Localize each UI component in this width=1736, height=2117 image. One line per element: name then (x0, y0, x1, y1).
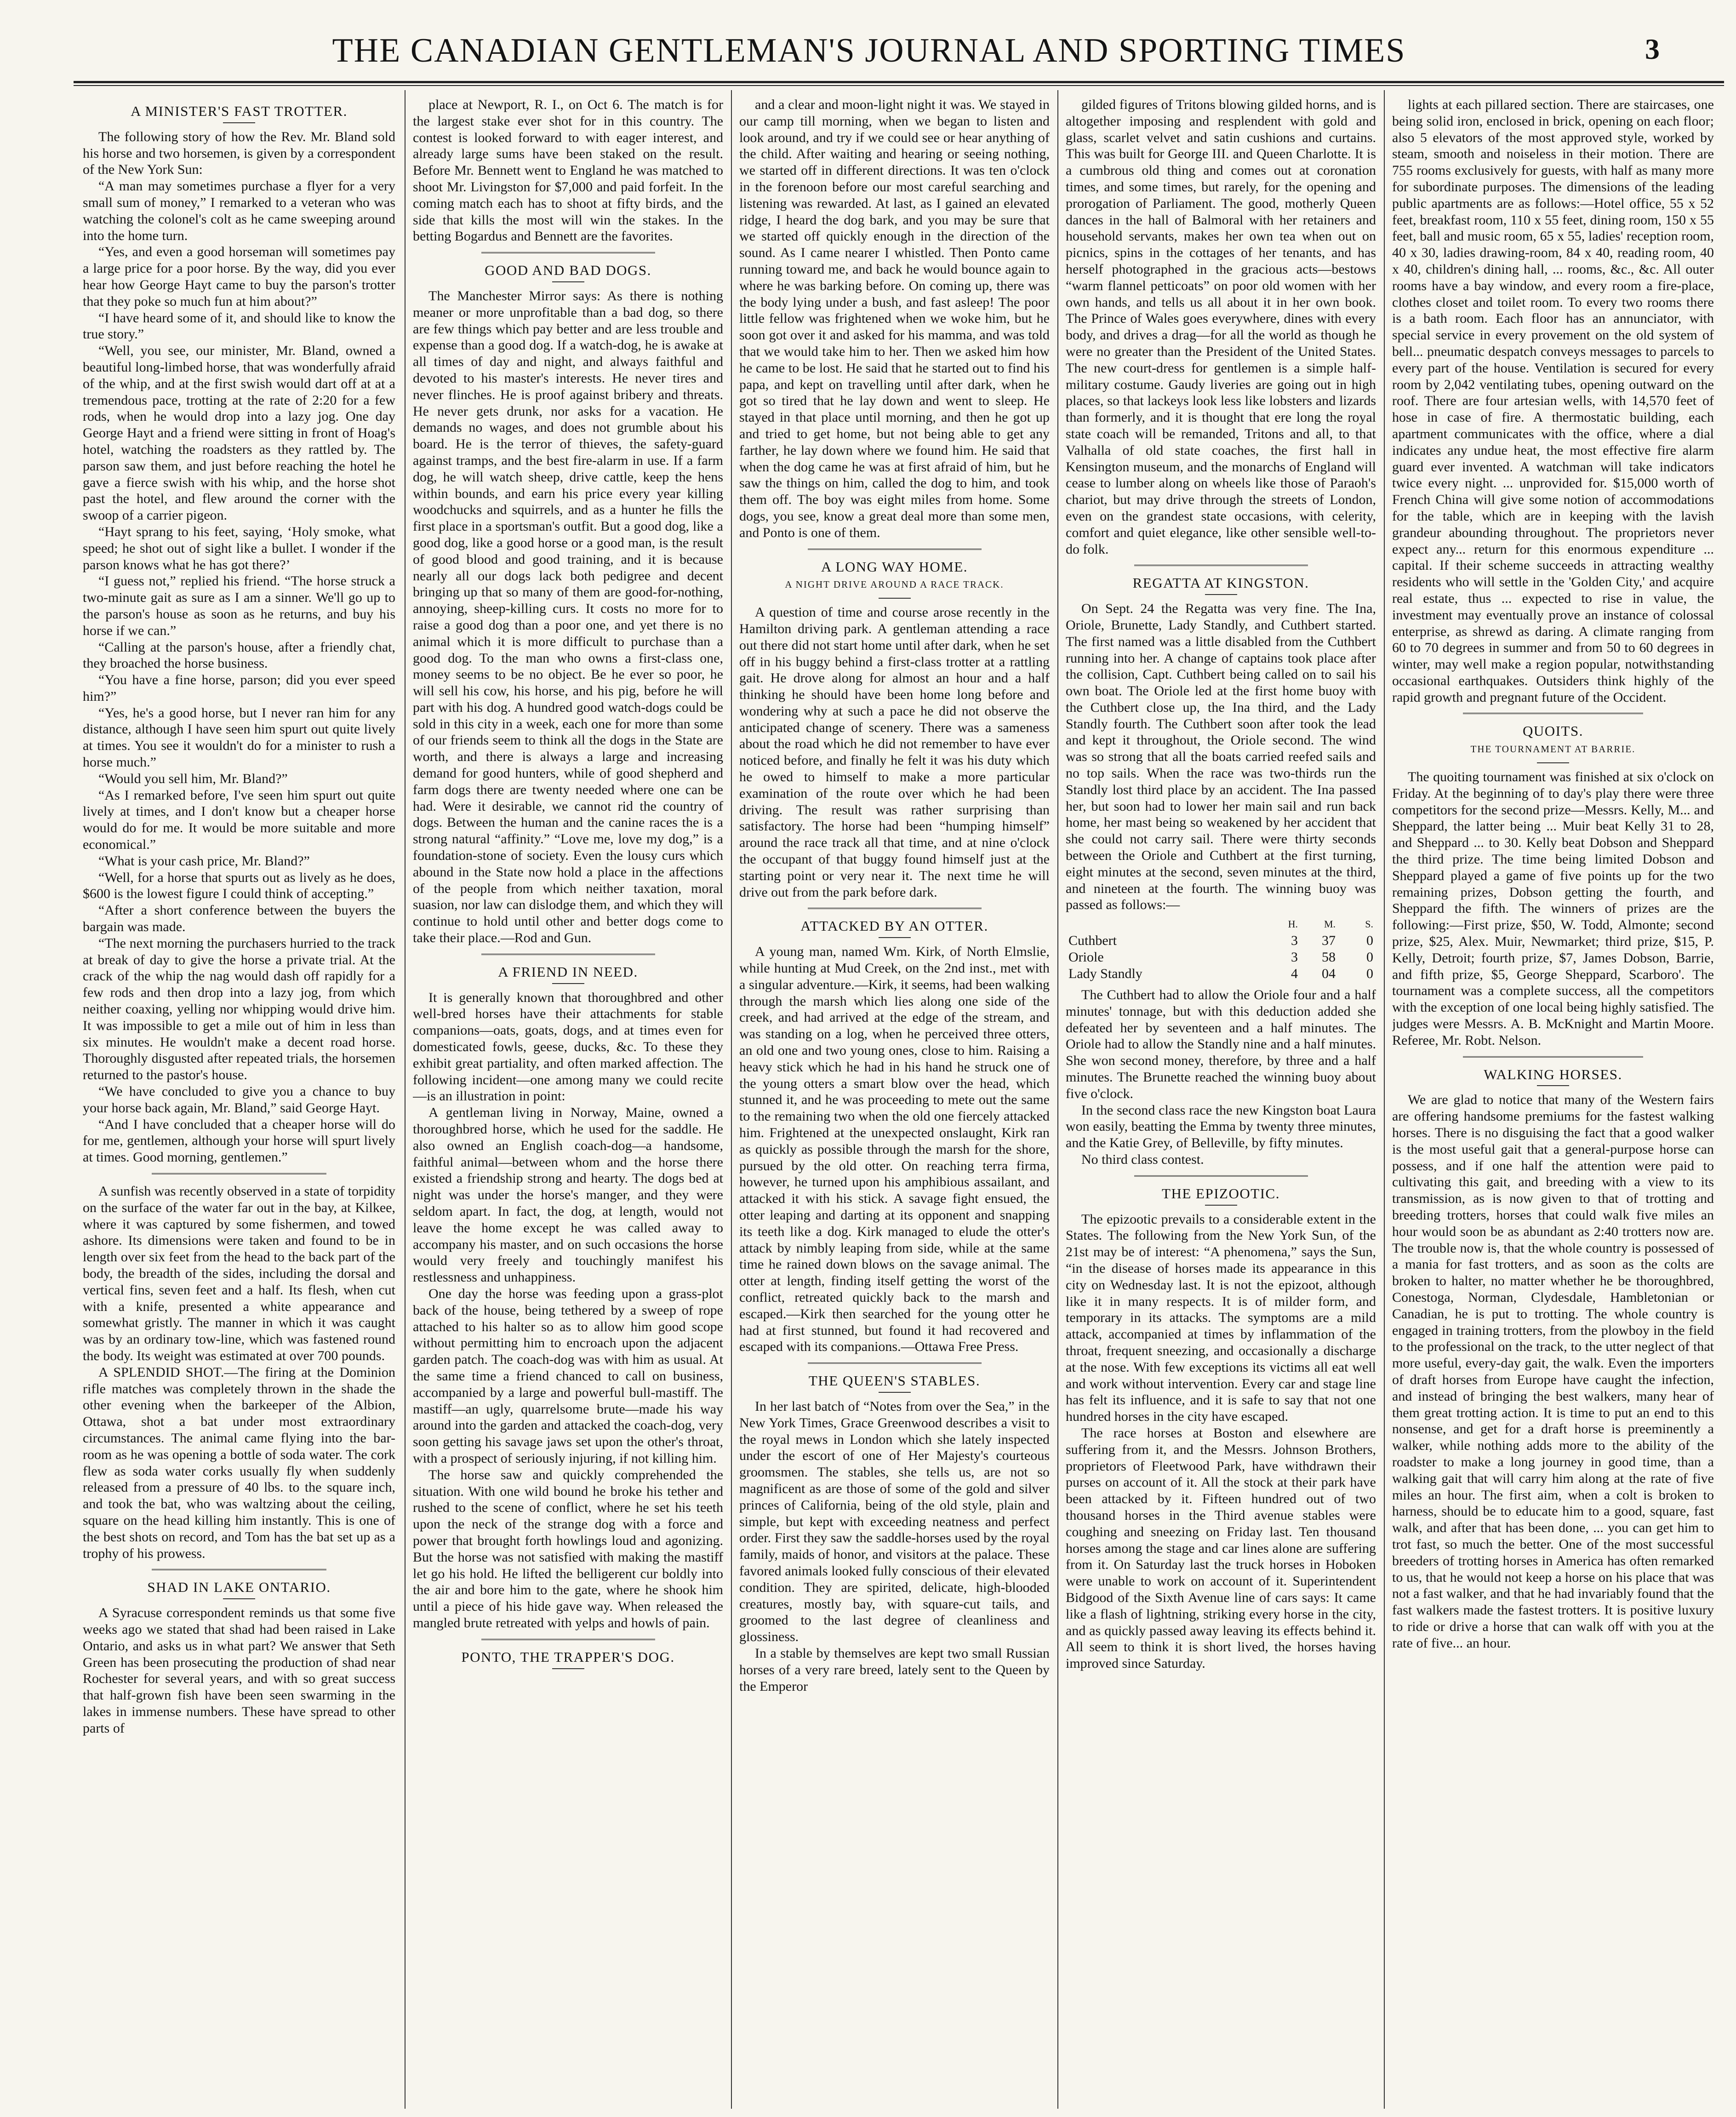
article-paragraph: “Hayt sprang to his feet, saying, ‘Holy smoke, what speed; he shot out of sight like a bullet. I wonder if the parson knows what he has got there?’ (83, 524, 395, 572)
article-paragraph: A SPLENDID SHOT.—The firing at the Dominion rifle matches was completely thrown in the shade the other evening when the barkeeper of the Albion, Ottawa, shot a bat under most extraordinary circumstances. The animal came flying into the bar-room as he was opening a bottle of soda water. The cork flew as soda water corks usually fly when suddenly released from a pressure of 40 lbs. to the square inch, and took the bat, who was waltzing about the ceiling, square on the head killing him instantly. This is one of the best shots on record, and Tom has the bat set up as a trophy of his prowess. (83, 1364, 395, 1561)
article-paragraph: A young man, named Wm. Kirk, of North Elmslie, while hunting at Mud Creek, on the 2nd inst., met with a singular adventure.—Kirk, it seems, had been walking through the marsh which lies along one side of the creek, and had arrived at the edge of the stream, and was standing on a log, when he perceived three otters, an old one and two young ones, close to him. Raising a heavy stick which he had in his hand he struck one of the young otters a smart blow over the head, which stunned it, and he was proceeding to mete out the same to the remaining two when the old one fiercely attacked him. Frightened at the unexpected onslaught, Kirk ran as quickly as possible through the marsh for the shore, pursued by the old otter. On reaching terra firma, however, he turned upon his amphibious assailant, and attacked it with his stick. A savage fight ensued, the otter leaping and darting at its opponent and snapping its teeth like a dog. Kirk managed to elude the otter's attack by nimbly leaping from side, while at the same time he rained down blows on the savage animal. The otter at length, finding itself getting the worst of the conflict, retreated quickly back to the marsh and escaped.—Kirk then searched for the young otter he had at first stunned, but found it had recovered and escaped with its companions.—Ottawa Free Press. (739, 944, 1050, 1355)
article-paragraph: The following story of how the Rev. Mr. Bland sold his horse and two horsemen, is given by a correspondent of the New York Sun: (83, 129, 395, 177)
article-paragraph: We are glad to notice that many of the Western fairs are offering handsome premiums for the fastest walking horses. There is no disguising the fact that a good walker is the most useful gait that a general-purpose horse can possess, and if one half the attention were paid to cultivating this gait, and breeding with a view to its transmission, as is now given to that of trotting and breeding trotters, horses that could walk five miles an hour would soon be as abundant as 2:40 trotters now are. The trouble now is, that the whole country is possessed of a mania for fast trotters, and as soon as the colts are broken to halter, no matter whether he be thoroughbred, Conestoga, Norman, Clydesdale, Hambletonian or Canadian, he is put to trotting. The whole country is engaged in training trotters, from the plowboy in the field to the professional on the track, to the utter neglect of that more useful, every-day gait, the walk. Even the importers of draft horses from Europe have caught the infection, and instead of bringing the best walkers, many hear of them great trotting action. It is time to put an end to this nonsense, and get for a draft horse is preeminently a walker, while nothing adds more to the ability of the roadster to make a long journey in good time, than a walking gait that will carry him along at the rate of five miles an hour. The first aim, when a colt is broken to harness, should be to educate him to a good, square, fast walk, and after that has been done, ... you can get him to trot fast, so much the better. One of the most successful breeders of trotting horses in America has often remarked to us, that he would not keep a horse on his place that was not a fast walker, and that he had invariably found that the fast walkers made the fastest trotters. It is positive luxury to ride or drive a horse that can walk off with you at the rate of five... an hour. (1392, 1092, 1714, 1651)
article-paragraph: The quoiting tournament was finished at six o'clock on Friday. At the beginning of to day's play there were three competitors for the second prize—Messrs. Kelly, M... and Sheppard, the latter being ... Muir beat Kelly 31 to 28, and Sheppard ... to 30. Kelly beat Dobson and Sheppard the third prize. The time being limited Dobson and Sheppard played a game of five points up for the two remaining prizes, Dobson getting the fourth, and Sheppard the fifth. The winners of prizes are the following:—First prize, $50, W. Todd, Almonte; second prize, $25, Alex. Muir, Newmarket; third prize, $15, P. Kelly, Detroit; fourth prize, $7, James Dobson, Barrie, and fifth prize, $5, George Sheppard, Scarboro'. The tournament was a complete success, all the competitors with the exception of one local being highly satisfied. The judges were Messrs. A. B. McKnight and Martin Moore. Referee, Mr. Robt. Nelson. (1392, 769, 1714, 1048)
article-paragraph: The Cuthbert had to allow the Oriole four and a half minutes' tonnage, but with this deduction added she defeated her by seventeen and a half minutes. The Oriole had to allow the Standly nine and a half minutes. She won second money, therefore, by three and a half minutes. The Brunette reached the winning buoy about five o'clock. (1066, 987, 1376, 1101)
time-minutes: 37 (1322, 933, 1336, 949)
time-seconds: 0 (1366, 950, 1373, 965)
article-separator-rule (152, 1569, 327, 1572)
column-2 (413, 97, 723, 2106)
article-paragraph: “Calling at the parson's house, after a friendly chat, they broached the horse business. (83, 639, 395, 671)
heading-dash (1537, 762, 1569, 763)
article-paragraph: In a stable by themselves are kept two small Russian horses of a very rare breed, lately sent to the Queen by the Emperor (739, 1645, 1050, 1694)
article (739, 97, 1050, 541)
article-heading: WALKING HORSES. (1484, 1066, 1622, 1082)
article-separator-rule (1463, 1056, 1643, 1059)
heading-dash (552, 1668, 584, 1669)
time-hours: 3 (1291, 933, 1298, 949)
article-separator-rule (1134, 1175, 1308, 1178)
column-3 (739, 97, 1050, 2106)
time-seconds: 0 (1366, 933, 1373, 949)
article (83, 103, 395, 1166)
article-subheading: A NIGHT DRIVE AROUND A RACE TRACK. (785, 579, 1004, 590)
heading-dash (879, 937, 911, 938)
masthead (60, 28, 1678, 78)
article (739, 549, 1050, 901)
article-heading: REGATTA AT KINGSTON. (1132, 575, 1309, 591)
article-paragraph: “I have heard some of it, and should like to know the true story.” (83, 310, 395, 342)
column-5 (1392, 97, 1714, 2106)
article-paragraph: “I guess not,” replied his friend. “The horse struck a two-minute gait as sure as I am a sinner. We'll go up to the parson's house as soon as he returns, and buy his horse if we can.” (83, 573, 395, 638)
boat-name: Cuthbert (1068, 933, 1117, 949)
article-paragraph: “The next morning the purchasers hurried to the track at break of day to give the horse a private trial. At the crack of the whip the nag would dash off rapidly for a few rods and then drop into a lazy jog, from which neither coaxing, yelling nor whipping would drive him. It was impossible to get a mile out of him in less than six minutes. He wouldn't make a decent road horse. Thoroughly disgusted after repeated trials, the horsemen returned to the pastor's house. (83, 935, 395, 1083)
article (1392, 97, 1714, 705)
article-paragraph: and a clear and moon-light night it was. We stayed in our camp till morning, when we began to listen and look around, and try if we could see or hear anything of the child. After waiting and hearing or seeing nothing, we started off in different directions. It was ten o'clock in the forenoon before our most careful searching and listening was rewarded. At last, as I gained an elevated ridge, I heard the dog bark, and you may be sure that we started off quickly enough in the direction of the sound. As I came nearer I whistled. Then Ponto came running toward me, and back he would bounce again to where he was barking before. On coming up, there was the body lying under a bush, and fast asleep! The poor little fellow was frightened when we woke him, but he soon got over it and asked for his mamma, and was told that we would take him to her. Then we asked him how he came to be lost. He said that he started out to find his papa, and kept on travelling until after dark, when he got so tired that he lay down and went to sleep. He stayed in that place until morning, and then he got up and tried to get home, but not being able to get any farther, he lay down where we found him. He said that when the dog came he was at first afraid of him, but he saw the things on him, called the dog to him, and took them off. The boy was eight miles from home. Some dogs, you see, know a great deal more than some men, and Ponto is one of them. (739, 97, 1050, 540)
column-divider (1384, 90, 1385, 2109)
results-table (1066, 916, 1376, 982)
article-paragraph: lights at each pillared section. There are staircases, one being solid iron, enclosed in brick, opening on each floor; also 5 elevators of the most approved style, worked by steam, smooth and noiseless in their motion. There are 755 rooms exclusively for guests, with half as many more for subordinate purposes. The dimensions of the leading public apartments are as follows:—Hotel office, 55 x 52 feet, breakfast room, 110 x 55 feet, dining room, 150 x 55 feet, ball and music room, 65 x 55, ladies' reception room, 40 x 30, ladies drawing-room, 84 x 40, reading room, 40 x 40, children's dining hall, ... rooms, &c., &c. All outer rooms have a bay window, and every room a fire-place, clothes closet and toilet room. To every two rooms there is a bath room. Each floor has an annunciator, with special service in every provement on the old system of bell... pneumatic despatch conveys messages to parcels to every part of the house. Ventilation is secured for every room by 2,042 ventilating tubes, opening outward on the roof. There are four artesian wells, with 14,570 feet of hose in case of fire. A thermostatic building, each apartment communicates with the office, where a dial indicates any undue heat, the most effective fire alarm guard ever invented. A watchman will take indicators twice every night. ... unprovided for. $15,000 worth of French China will give some notion of accommodations for the table, which are in keeping with the lavish grandeur abounding throughout. The proprietors never expect any... return for this enormous expenditure ... capital. If their scheme succeeds in attracting wealthy residents who will settle in the 'Golden City,' and acquire real estate, thus ... expected to rise in value, the investment may eventually prove an instance of colossal enterprise, as shrewd as daring. A climate ranging from 60 to 70 degrees in summer and from 50 to 60 degrees in winter, may well make a region popular, notwithstanding occasional earthquakes. Outsiders think highly of the rapid growth and pregnant future of the Occident. (1392, 97, 1714, 705)
heading-dash (879, 1392, 911, 1393)
time-seconds: 0 (1366, 966, 1373, 982)
article-heading: ATTACKED BY AN OTTER. (800, 918, 988, 934)
article-paragraph: gilded figures of Tritons blowing gilded horns, and is altogether imposing and resplendent with gold and glass, scarlet velvet and satin cushions and curtains. This was built for George III. and Queen Charlotte. It is a cumbrous old thing and comes out at coronation times, and some times, but rarely, for the opening and prorogation of Parliament. The good, motherly Queen dances in the hall of Balmoral with her retainers and household servants, makes her own tea when out on picnics, spins in the cottages of her tenants, and has herself photographed in the gracious acts—bestows “warm flannel petticoats” on poor old women with her own hands, and tells us all about it in her own book. The Prince of Wales goes everywhere, dines with every body, and drives a drag—for all the world as though he were no greater than the President of the United States. The new court-dress for gentlemen is a simple half-military costume. Gaudy liveries are going out in high places, so that lackeys look less like lobsters and lizards than formerly, and it is thought that ere long the royal state coach will be remanded, Tritons and all, to that Valhalla of old state coaches, the first hall in Kensington museum, and the monarchs of England will cease to lumber along on wheels like those of Paraoh's chariot, but may drive through the streets of London, even on the grandest state occasions, with celerity, comfort and quiet elegance, like other sensible well-to-do folk. (1066, 97, 1376, 557)
article-paragraph: “Would you sell him, Mr. Bland?” (98, 771, 288, 786)
article (413, 1639, 723, 1669)
article-paragraph: “Well, for a horse that spurts out as lively as he does, $600 is the lowest figure I could think of accepting.” (83, 870, 395, 902)
article-separator-rule (481, 954, 655, 956)
article-paragraph: “As I remarked before, I've seen him spurt out quite lively at times, and I don't know but a cheaper horse would do for me. It would be more suitable and more economical.” (83, 787, 395, 853)
results-row (1066, 966, 1376, 982)
article-paragraph: In the second class race the new Kingston boat Laura won easily, beatting the Emma by twenty three minutes, and the Katie Grey, of Belleville, by fifty minutes. (1066, 1102, 1376, 1151)
column-divider (731, 90, 732, 2109)
article-paragraph: One day the horse was feeding upon a grass-plot back of the house, being tethered by a sweep of rope attached to his halter so as to allow him good scope without permitting him to encroach upon the adjacent garden patch. The coach-dog was with him as usual. At the same time a friend chanced to call on business, accompanied by a large and powerful bull-mastiff. The mastiff—an ugly, quarrelsome brute—made his way around into the garden and attacked the coach-dog, very soon getting his savage jaws set upon the other's throat, with a prospect of seriously injuring, if not killing him. (413, 1286, 723, 1466)
article-paragraph: “A man may sometimes purchase a flyer for a very small sum of money,” I remarked to a veteran who was watching the colonel's colt as he came sweeping around into the home turn. (83, 178, 395, 243)
boat-name: Oriole (1068, 950, 1104, 965)
article-paragraph: “You have a fine horse, parson; did you ever speed him?” (83, 672, 395, 704)
article-heading: A LONG WAY HOME. (821, 558, 968, 575)
heading-dash (223, 122, 255, 123)
article-subheading: THE TOURNAMENT AT BARRIE. (1470, 744, 1636, 755)
article-heading: SHAD IN LAKE ONTARIO. (147, 1579, 331, 1596)
article-paragraph: In her last batch of “Notes from over the Sea,” in the New York Times, Grace Greenwood describes a visit to the royal mews in London which she lately inspected under the escort of one of Her Majesty's courteous groomsmen. The stables, she tells us, are not so magnificent as are those of some of the gold and silver princes of California, being of the old style, plain and simple, but kept with exceeding neatness and perfect order. First they saw the saddle-horses used by the royal family, maids of honor, and visitors at the palace. These favored animals looked fully conscious of their elevated condition. They are spirited, delicate, high-blooded creatures, mostly bay, with square-cut tails, and groomed to the last degree of cleanliness and glossiness. (739, 1398, 1050, 1645)
article-heading: THE EPIZOOTIC. (1162, 1185, 1280, 1202)
article (83, 1173, 395, 1562)
results-header-blank (1066, 916, 1263, 933)
article-heading: GOOD AND BAD DOGS. (485, 262, 651, 279)
article (1066, 97, 1376, 557)
article-paragraph: place at Newport, R. I., on Oct 6. The match is for the largest stake ever shot for in this country. The contest is looked forward to with eager interest, and already large sums have been staked on the result. Before Mr. Bennett went to England he was matched to shoot Mr. Livingston for $7,000 and paid forfeit. In the coming match each has to shoot at fifty birds, and the side that kills the most will win the stakes. In the betting Bogardus and Bennett are the favorites. (413, 97, 723, 244)
article-paragraph: A gentleman living in Norway, Maine, owned a thoroughbred horse, which he used for the saddle. He also owned an English coach-dog—a handsome, faithful animal—between whom and the horse there existed a friendship strong and hearty. The dogs bed at night was under the horse's manger, and they were seldom apart. In fact, the dog, at length, would not leave the home except he was called away to accompany his master, and on such occasions the horse would very freely and touchingly manifest his restlessness and unhappiness. (413, 1105, 723, 1285)
heading-dash (879, 598, 911, 599)
article-paragraph: A question of time and course arose recently in the Hamilton driving park. A gentleman attending a race out there did not start home until after dark, when he set off in his buggy behind a first-class trotter at a rattling gait. He drove along for almost an hour and a half thinking he should have been home long before and wondering why at such a pace he did not observe the anticipated change of scenery. There was a sameness about the road which he did not remember to have ever noticed before, and finally he felt it was his duty which he owed to himself to make a more particular examination of the route over which he had been driving. The result was rather surprising than satisfactory. The horse had been “humping himself” around the race track all that time, and at nine o'clock the occupant of that buggy found himself just at the starting point or very near it. The next time he will drive out from the park before dark. (739, 605, 1050, 900)
heading-dash (552, 983, 584, 984)
time-minutes: 04 (1322, 966, 1336, 982)
article (1066, 1175, 1376, 1672)
article (739, 1362, 1050, 1694)
article-paragraph: “And I have concluded that a cheaper horse will do for me, gentlemen, although your horse will spurt lively at times. Good morning, gentlemen.” (83, 1116, 395, 1165)
article-heading: THE QUEEN'S STABLES. (808, 1373, 981, 1389)
article-separator-rule (481, 1639, 655, 1642)
article (739, 908, 1050, 1355)
article (1392, 713, 1714, 1048)
article-paragraph: The horse saw and quickly comprehended the situation. With one wild bound he broke his tether and rushed to the scene of conflict, where he set his teeth upon the neck of the strange dog with a force and power that brought forth howlings loud and agonizing. But the horse was not satisfied with making the mastiff let go his hold. He lifted the belligerent cur boldly into the air and bore him to the gate, where he shook him until a piece of his hide gave way. When released the mangled brute retreated with yelps and howls of pain. (413, 1467, 723, 1631)
article-paragraph: The race horses at Boston and elsewhere are suffering from it, and the Messrs. Johnson Brothers, proprietors of Fleetwood Park, have withdrawn their purses on account of it. All the stock at their park have been attacked by it. Fifteen hundred out of two thousand horses in the Third avenue stables were coughing and sneezing on Friday last. Ten thousand horses among the stage and car lines alone are suffering from it. On Saturday last the truck horses in Hoboken were unable to work on account of it. Superintendent Bidgood of the Sixth Avenue line of cars says: It came like a flash of lightning, striking every horse in the city, and as quickly passed away leaving its effects behind it. All seem to think it is short lived, the horses having improved since Saturday. (1066, 1425, 1376, 1671)
article-paragraph: The Manchester Mirror says: As there is nothing meaner or more unprofitable than a bad dog, so there are few things which pay better and are less trouble and expense than a good dog. If a watch-dog, he is awake at all times of day and night, and always faithful and devoted to his master's interests. He never tires and never flinches. He is proof against bribery and threats. He never gets drunk, nor asks for a vacation. He demands no wages, and does not grumble about his board. He is the terror of thieves, the safety-guard against tramps, and the best fire-alarm in use. If a farm dog, he will watch sheep, drive cattle, keep the hens within bounds, and earn his price every year killing woodchucks and squirrels, and as a hunter he fills the first place in a sportsman's outfit. But a good dog, like a good dog, like a good horse or a good man, is the result of good blood and good training, and it is because nearly all our dogs lack both pedigree and decent bringing up that so many of them are good-for-nothing, annoying, sheep-killing curs. It costs no more for to raise a good dog than a poor one, and yet there is no animal which it is more difficult to purchase than a good dog. To the man who owns a first-class one, money seems to be no object. Be he ever so poor, he will sell his cow, his horse, and his pig, before he will part with his dog. A hundred good watch-dogs could be sold in this city in a week, each one for more than some of our friends seem to think all the dogs in the State are worth, and there is always a large and increasing demand for good hunters, while of good shepherd and farm dogs there are twenty needed where one can be had. Were it desirable, we cannot rid the country of dogs. Between the human and the canine races the is a strong natural “affinity.” “Love me, love my dog,” is a foundation-stone of society. Even the lousy curs which abound in the State now hold a place in the affections of the people from which neither taxation, moral suasion, nor law can dislodge them, and which they will continue to hold until other and better dogs come to take their place.—Rod and Gun. (413, 288, 723, 946)
article-paragraph: “We have concluded to give you a chance to buy your horse back again, Mr. Bland,” said George Hayt. (83, 1084, 395, 1116)
heading-dash (1537, 1085, 1569, 1086)
article-paragraph: “What is your cash price, Mr. Bland?” (98, 853, 310, 869)
article-separator-rule (1134, 565, 1308, 567)
article-paragraph: No third class contest. (1081, 1152, 1204, 1167)
article-separator-rule (808, 549, 982, 551)
article-separator-rule (481, 252, 655, 255)
article-paragraph: On Sept. 24 the Regatta was very fine. The Ina, Oriole, Brunette, Lady Standly, and Cuthbert started. The first named was a little disabled from the Cuthbert running into her. A change of captains took place after the collision, Capt. Cuthbert being called on to sail his own boat. The Oriole led at the first home buoy with the Cuthbert close up, the Ina third, and the Lady Standly fourth. The Cuthbert soon after took the lead and kept it throughout, the Oriole second. The wind was so strong that all the boats carried reefed sails and no top sails. When the race was two-thirds run the Standly lost third place by an accident. The Ina passed her, but soon had to lower her main sail and run back home, her mast being so weakened by her accident that she could not carry sail. There were thirty seconds between the Oriole and Cuthbert at the first turning, eight minutes at the second, seven minutes at the third, and nineteen at the fourth. The winning buoy was passed as follows:— (1066, 601, 1376, 913)
article-paragraph: “After a short conference between the buyers the bargain was made. (83, 903, 395, 935)
article-paragraph: A sunfish was recently observed in a state of torpidity on the surface of the water far out in the bay, at Kilkee, where it was captured by some fishermen, and towed ashore. Its dimensions were taken and found to be in length over six feet from the head to the back part of the body, the breadth of the sides, including the dorsal and vertical fins, seven feet and a half. Its flesh, when cut with a knife, presented a white appearance and somewhat gristly. The manner in which it was caught was by an ordinary tow-line, which was fastened round the body. Its weight was estimated at over 700 pounds. (83, 1184, 395, 1363)
article-heading: QUOITS. (1523, 723, 1583, 739)
results-header: H. (1288, 918, 1298, 930)
article (413, 97, 723, 245)
time-hours: 4 (1291, 966, 1298, 982)
column-divider (1057, 90, 1058, 2109)
heading-dash (552, 281, 584, 282)
page-number: 3 (1645, 33, 1660, 65)
article (1066, 565, 1376, 1168)
column-4 (1066, 97, 1376, 2106)
article-separator-rule (1463, 713, 1643, 715)
heading-dash (1205, 594, 1237, 595)
results-row (1066, 949, 1376, 966)
article-paragraph: It is generally known that thoroughbred and other well-bred horses have their attachments for stable companions—oats, goats, dogs, and at times even for domesticated fowls, geese, ducks, &c. To these they exhibit great partiality, and often marked affection. The following incident—one among many we could recite—is an illustration in point: (413, 990, 723, 1104)
time-minutes: 58 (1322, 950, 1336, 965)
article-paragraph: The epizootic prevails to a considerable extent in the States. The following from the New York Sun, of the 21st may be of interest: “A phenomena,” says the Sun, “in the disease of horses made its appearance in this city on Wednesday last. It is not the epizoot, although like it in many respects. It is of milder form, and temporary in its attacks. The symptoms are a mild attack, accompanied at times by inflammation of the throat, frequent sneezing, and occasionally a discharge at the nose. With few exceptions its victims all eat well and work without intervention. Every car and stage line has felt its influence, and it is safe to say that not one hundred horses in the city have escaped. (1066, 1211, 1376, 1425)
article (413, 252, 723, 946)
article-separator-rule (808, 908, 982, 910)
article-paragraph: “Yes, he's a good horse, but I never ran him for any distance, although I have seen him spurt out quite lively at times. You see it wouldn't do for a minister to rush a horse much.” (83, 705, 395, 770)
article-paragraph: “Yes, and even a good horseman will sometimes pay a large price for a poor horse. By the way, did you ever hear how George Hayt came to buy the parson's trotter that they poke so much fun at him about?” (83, 244, 395, 309)
heading-dash (1205, 1205, 1237, 1206)
boat-name: Lady Standly (1068, 966, 1142, 982)
article (83, 1569, 395, 1736)
article-heading: PONTO, THE TRAPPER'S DOG. (461, 1648, 675, 1665)
article-separator-rule (152, 1173, 327, 1176)
results-header: M. (1324, 918, 1336, 930)
heading-dash (223, 1598, 255, 1599)
masthead-rule (74, 81, 1724, 86)
results-row (1066, 933, 1376, 949)
article-paragraph: A Syracuse correspondent reminds us that some five weeks ago we stated that shad had been raised in Lake Ontario, and asks us in what part? We answer that Seth Green has been prosecuting the production of shad near Rochester for several years, and with so great success that half-grown fish have been seen swarming in the lakes in immense numbers. These have spread to other parts of (83, 1605, 395, 1736)
newspaper-title: THE CANADIAN GENTLEMAN'S JOURNAL AND SPORTING TIMES (332, 32, 1406, 69)
article-heading: A FRIEND IN NEED. (498, 963, 638, 980)
article-heading: A MINISTER'S FAST TROTTER. (131, 103, 348, 119)
article-paragraph: “Well, you see, our minister, Mr. Bland, owned a beautiful long-limbed horse, that was wonderfully afraid of the whip, and at the first swish would dart off at at a tremendous pace, trotting at the rate of 2:20 for a few rods, when he would drop into a lazy jog. One day George Hayt and a friend were sitting in front of Hoag's hotel, watching the roadsters as they rattled by. The parson saw them, and just before reaching the hotel he gave a fierce swish with his whip, and the horse shot past the hotel, and flew around the corner with the swoop of a carrier pigeon. (83, 343, 395, 523)
column-1 (83, 97, 395, 2106)
time-hours: 3 (1291, 950, 1298, 965)
results-header: S. (1365, 918, 1373, 930)
article-separator-rule (808, 1362, 982, 1365)
article (413, 954, 723, 1631)
article (1392, 1056, 1714, 1652)
